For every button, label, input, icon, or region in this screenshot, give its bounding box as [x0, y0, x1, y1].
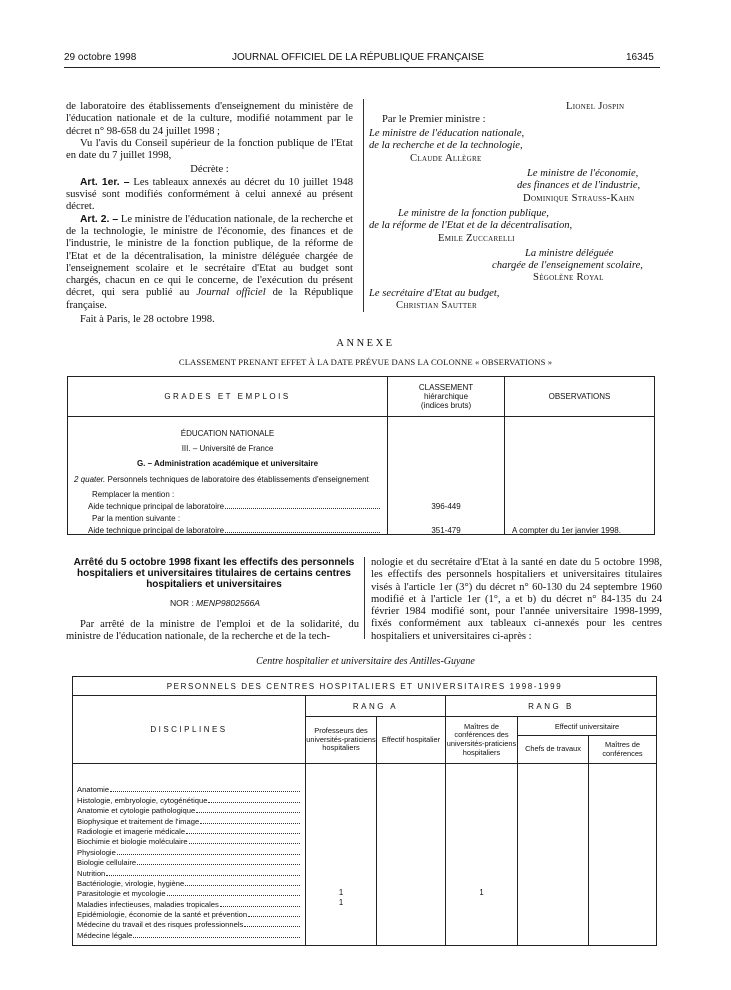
prof-value — [306, 846, 376, 856]
annexe-par-mention: Par la mention suivante : — [92, 514, 181, 523]
prof-value — [306, 929, 376, 939]
annexe-row-1-value: 396-449 — [431, 502, 461, 511]
decree-article-2 — [66, 214, 353, 312]
arrete-right-text: nologie et du secrétaire d'Etat à la santé en date du 5 octobre 1998, les effectifs des personnels hospitaliers et universitaires titulaires visés à l'article 1er (3°) du décret n° 60-130 du 24 septembre 1960 modifié et à l'article 1er (1°, a et b) du décret n° 84-135 du 24 février 1984 modifié sont, pour l'année universitaire 1998-1999, fixés conformément aux tableaux ci-annexés pour les centres hospitaliers et universitaires ci-après : — [371, 557, 662, 642]
column-divider-top — [363, 99, 364, 312]
discipline-row — [77, 878, 301, 888]
leader-dots — [248, 916, 300, 917]
mcu-values-list — [446, 764, 517, 940]
annexe-col-classement-2: hiérarchique — [423, 392, 469, 401]
signature-4-name: Ségolène Royal — [533, 272, 604, 283]
article-2-text: Le ministre de l'éducation nationale, de la recherche et de la technologie, le ministre de l'économie, des finances et de l'industrie, le ministre de la fonction publique, de la réforme de l'Etat et de la décentralisation, la ministre déléguée chargée de l'enseignement scolaire et le secrétaire d'Etat au budget sont chargés, chacun en ce qui le concerne, de l'exécution du présent décret, qui sera publié au — [66, 213, 353, 299]
col-disciplines — [73, 696, 306, 764]
col-rang-b — [446, 696, 657, 717]
discipline-row — [77, 919, 301, 929]
leader-dots — [185, 885, 300, 886]
decree-decrete: Décrète : — [190, 164, 229, 176]
mcu-value — [446, 909, 517, 919]
signature-3-role-line-2: de la réforme de l'Etat et de la décentralisation, — [369, 220, 573, 231]
header-date: 29 octobre 1998 — [64, 52, 137, 63]
col-disciplines-label: DISCIPLINES — [150, 725, 228, 734]
discipline-label: Biochimie et biologie moléculaire — [77, 837, 188, 847]
mcu-value — [446, 846, 517, 856]
decree-article-1 — [66, 177, 353, 214]
signature-3-role-line-1: Le ministre de la fonction publique, — [398, 208, 549, 219]
prof-value — [306, 857, 376, 867]
annexe-col-grades-label: GRADES ET EMPLOIS — [164, 392, 291, 401]
prof-value — [306, 909, 376, 919]
effectif-hosp-values-cell — [377, 764, 446, 946]
mcu-value — [446, 857, 517, 867]
col-rang-a — [306, 696, 446, 717]
col-effectif-universitaire: Effectif universitaire — [518, 717, 657, 736]
arrete-nor-value: MENP9802566A — [196, 598, 261, 608]
arrete-left-text: Par arrêté de la ministre de l'emploi et de la solidarité, du ministre de l'éducation nationale, de la recherche et de la tech- — [66, 619, 359, 643]
header-rule — [64, 67, 660, 68]
annexe-line-administration: G. – Administration académique et universitaire — [136, 459, 319, 468]
mcu-value — [446, 919, 517, 929]
mcu-value — [446, 805, 517, 815]
decree-left-column — [66, 101, 353, 326]
mcu-value — [446, 929, 517, 939]
annexe-line-personnels-prefix: 2 quater. — [74, 475, 106, 484]
discipline-label: Anatomie — [77, 785, 110, 795]
mcu-value: 1 — [479, 887, 484, 897]
discipline-label: Histologie, embryologie, cytogénétique — [77, 795, 208, 805]
prof-value: 1 — [338, 887, 344, 897]
discipline-label: Epidémiologie, économie de la santé et prévention — [77, 910, 248, 920]
annexe-classement-cell — [388, 417, 505, 535]
signature-4-role-line-1: La ministre déléguée — [525, 248, 614, 259]
signature-5-name: Christian Sautter — [396, 300, 477, 311]
article-1-label: Art. 1er. – — [80, 176, 130, 188]
discipline-label: Physiologie — [77, 847, 116, 857]
discipline-row — [77, 805, 301, 815]
col-effectif-hospitalier: Effectif hospitalier — [377, 717, 446, 764]
signature-2-role-line-2: des finances et de l'industrie, — [517, 180, 641, 191]
annexe-row-2-value: 351-479 — [431, 526, 461, 535]
annexe-line-education: ÉDUCATION NATIONALE — [180, 429, 275, 438]
mcu-value — [446, 898, 517, 908]
annexe-observations-cell — [505, 417, 655, 535]
annexe-remplacer: Remplacer la mention : — [92, 490, 175, 499]
signature-2-role-line-1: Le ministre de l'économie, — [527, 168, 639, 179]
col-rang-a-label: RANG A — [352, 701, 399, 711]
header-page-number: 16345 — [626, 52, 654, 63]
effectifs-table-title-cell — [73, 677, 657, 696]
header-journal: JOURNAL OFFICIEL DE LA RÉPUBLIQUE FRANÇAISE — [232, 52, 485, 63]
prof-value — [306, 794, 376, 804]
annexe-col-observations — [505, 377, 655, 417]
maitres-values-cell — [589, 764, 657, 946]
discipline-label: Parasitologie et mycologie — [77, 889, 166, 899]
discipline-row — [77, 867, 301, 877]
prof-value — [306, 826, 376, 836]
annexe-subtitle: CLASSEMENT PRENANT EFFET À LA DATE PRÉVUE DANS LA COLONNE « OBSERVATIONS » — [178, 357, 553, 367]
leader-dots — [110, 791, 300, 792]
discipline-label: Médecine du travail et des risques professionnels — [77, 920, 244, 930]
chefs-values-cell — [518, 764, 589, 946]
arrete-title: Arrêté du 5 octobre 1998 fixant les effectifs des personnels hospitaliers et universitaires titulaires de certains centres hospitaliers et universitaires — [73, 557, 355, 591]
discipline-label: Biologie cellulaire — [77, 858, 137, 868]
article-2-label: Art. 2. – — [80, 213, 119, 225]
discipline-row — [77, 784, 301, 794]
annexe-col-observations-label: OBSERVATIONS — [548, 392, 611, 401]
column-divider-bottom — [364, 557, 365, 639]
prof-values-list — [306, 764, 376, 940]
effectifs-table-title: PERSONNELS DES CENTRES HOSPITALIERS ET UNIVERSITAIRES 1998-1999 — [166, 681, 563, 691]
discipline-row — [77, 846, 301, 856]
annexe-col-classement — [388, 377, 505, 417]
discipline-row — [77, 909, 301, 919]
annexe-table — [67, 376, 655, 535]
mcu-value — [446, 826, 517, 836]
leader-dots — [167, 895, 300, 896]
annexe-title: ANNEXE — [336, 338, 395, 349]
prof-value — [306, 784, 376, 794]
annexe-grades-cell — [68, 417, 388, 535]
discipline-row — [77, 836, 301, 846]
leader-dots — [200, 823, 300, 824]
leader-dots — [208, 802, 300, 803]
prof-value — [306, 805, 376, 815]
col-professeurs: Professeurs des universités-praticiens hospitaliers — [306, 717, 377, 764]
article-2-end: de la République française. — [66, 287, 353, 311]
discipline-row — [77, 794, 301, 804]
leader-dots — [133, 937, 300, 938]
decree-para-1: de laboratoire des établissements d'enseignement du ministère de l'éducation nationale et de la culture, modifié notamment par le décret n° 98-658 du 24 juillet 1998 ; — [66, 101, 353, 137]
disciplines-cell — [73, 764, 306, 946]
prof-value: 1 — [338, 898, 344, 908]
annexe-row-2-observation: A compter du 1er janvier 1998. — [512, 526, 621, 535]
annexe-col-classement-3: (indices bruts) — [420, 401, 472, 410]
discipline-row — [77, 888, 301, 898]
prof-values-cell — [306, 764, 377, 946]
discipline-label: Maladies infectieuses, maladies tropicales — [77, 899, 219, 909]
discipline-label: Bactériologie, virologie, hygiène — [77, 878, 185, 888]
discipline-row — [77, 857, 301, 867]
par-premier-ministre: Par le Premier ministre : — [382, 114, 486, 125]
signature-1-role-line-1: Le ministre de l'éducation nationale, — [369, 128, 525, 139]
signature-1-name: Claude Allègre — [410, 153, 482, 164]
signature-3-name: Emile Zuccarelli — [438, 233, 515, 244]
discipline-label: Nutrition — [77, 868, 106, 878]
signature-prime-minister: Lionel Jospin — [566, 101, 625, 112]
signature-2-name: Dominique Strauss-Kahn — [523, 193, 635, 204]
col-rang-b-label: RANG B — [528, 701, 574, 711]
article-2-jo: Journal officiel — [196, 287, 266, 299]
arrete-nor — [0, 598, 430, 608]
discipline-row — [77, 826, 301, 836]
col-chefs-travaux: Chefs de travaux — [518, 736, 589, 764]
annexe-col-grades — [68, 377, 388, 417]
mcu-value — [446, 878, 517, 888]
signature-4-role-line-2: chargée de l'enseignement scolaire, — [492, 260, 643, 271]
discipline-label: Biophysique et traitement de l'image — [77, 816, 200, 826]
leader-dots — [244, 926, 300, 927]
annexe-row-1-label: Aide technique principal de laboratoire — [88, 502, 225, 511]
mcu-value — [446, 784, 517, 794]
prof-value — [306, 878, 376, 888]
mcu-values-cell — [446, 764, 518, 946]
col-maitres-conferences-2: Maîtres de conférences — [589, 736, 657, 764]
annexe-line-personnels — [74, 475, 369, 484]
annexe-row-1 — [88, 502, 381, 511]
discipline-row — [77, 929, 301, 939]
annexe-row-2 — [88, 526, 381, 535]
decree-fait: Fait à Paris, le 28 octobre 1998. — [80, 314, 215, 326]
prof-value — [306, 815, 376, 825]
prof-value — [306, 919, 376, 929]
leader-dots — [189, 843, 300, 844]
annexe-line-universite: III. – Université de France — [181, 444, 274, 453]
leader-dots — [117, 854, 300, 855]
arrete-nor-label: NOR : — [169, 598, 194, 608]
leader-dots — [106, 875, 300, 876]
mcu-value — [446, 836, 517, 846]
signature-5-role: Le secrétaire d'Etat au budget, — [369, 288, 500, 299]
mcu-value — [446, 815, 517, 825]
article-1-text: Les tableaux annexés au décret du 10 juillet 1948 susvisé sont modifiés conformément à celui annexé au présent décret. — [66, 176, 354, 213]
prof-value — [306, 836, 376, 846]
discipline-row — [77, 815, 301, 825]
centre-title: Centre hospitalier et universitaire des Antilles-Guyane — [256, 656, 475, 667]
mcu-value — [446, 867, 517, 877]
prof-value — [306, 867, 376, 877]
leader-dots — [196, 812, 300, 813]
leader-dots — [137, 864, 300, 865]
decree-para-2: Vu l'avis du Conseil supérieur de la fonction publique de l'Etat en date du 7 juillet 1998, — [66, 137, 353, 162]
annexe-row-2-label: Aide technique principal de laboratoire — [88, 526, 225, 535]
discipline-row — [77, 898, 301, 908]
annexe-line-personnels-text: Personnels techniques de laboratoire des établissements d'enseignement — [107, 475, 369, 484]
leader-dots — [186, 833, 300, 834]
effectifs-table — [72, 676, 657, 946]
disciplines-list — [73, 764, 305, 940]
mcu-value — [446, 794, 517, 804]
col-maitres-conferences: Maîtres de conférences des universités-praticiens hospitaliers — [446, 717, 518, 764]
signature-1-role-line-2: de la recherche et de la technologie, — [369, 140, 523, 151]
discipline-label: Anatomie et cytologie pathologique — [77, 806, 196, 816]
discipline-label: Médecine légale — [77, 930, 133, 940]
leader-dots — [220, 906, 300, 907]
annexe-col-classement-1: CLASSEMENT — [418, 383, 474, 392]
discipline-label: Radiologie et imagerie médicale — [77, 826, 186, 836]
